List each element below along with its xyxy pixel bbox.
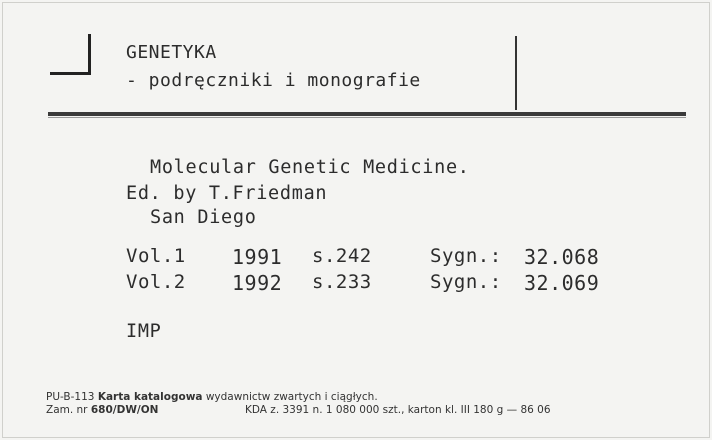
signature-label: Sygn.: — [430, 245, 502, 267]
header-divider-vertical — [515, 36, 517, 110]
signature-label: Sygn.: — [430, 271, 502, 293]
order-line — [46, 404, 158, 416]
form-code: PU-B-113 — [46, 391, 95, 403]
book-place: San Diego — [150, 207, 257, 228]
corner-mark-horizontal — [50, 72, 91, 75]
signature-value: 32.068 — [524, 245, 600, 269]
corner-mark-vertical — [88, 34, 91, 74]
card-frame — [2, 2, 710, 438]
form-description: wydawnictw zwartych i ciągłych. — [205, 391, 378, 403]
book-editor: Ed. by T.Friedman — [126, 183, 328, 204]
signature-value: 32.069 — [524, 271, 600, 295]
volume-number: Vol.2 — [126, 271, 186, 293]
header-rule — [48, 112, 686, 116]
volume-year: 1991 — [232, 245, 283, 269]
publisher-note: IMP — [126, 321, 162, 342]
order-label: Zam. nr — [46, 404, 88, 416]
book-title: Molecular Genetic Medicine. — [150, 157, 470, 178]
form-line — [46, 391, 378, 403]
order-number: 680/DW/ON — [90, 404, 159, 416]
volume-number: Vol.1 — [126, 245, 186, 267]
volume-pages: s.233 — [312, 271, 372, 293]
volume-year: 1992 — [232, 271, 283, 295]
category-heading: GENETYKA — [126, 42, 217, 63]
subcategory-heading: - podręczniki i monografie — [126, 70, 421, 91]
header-rule-thin — [48, 117, 686, 118]
volume-pages: s.242 — [312, 245, 372, 267]
form-title: Karta katalogowa — [97, 391, 203, 403]
print-info: KDA z. 3391 n. 1 080 000 szt., karton kl. III 180 g — 86 06 — [245, 404, 551, 416]
